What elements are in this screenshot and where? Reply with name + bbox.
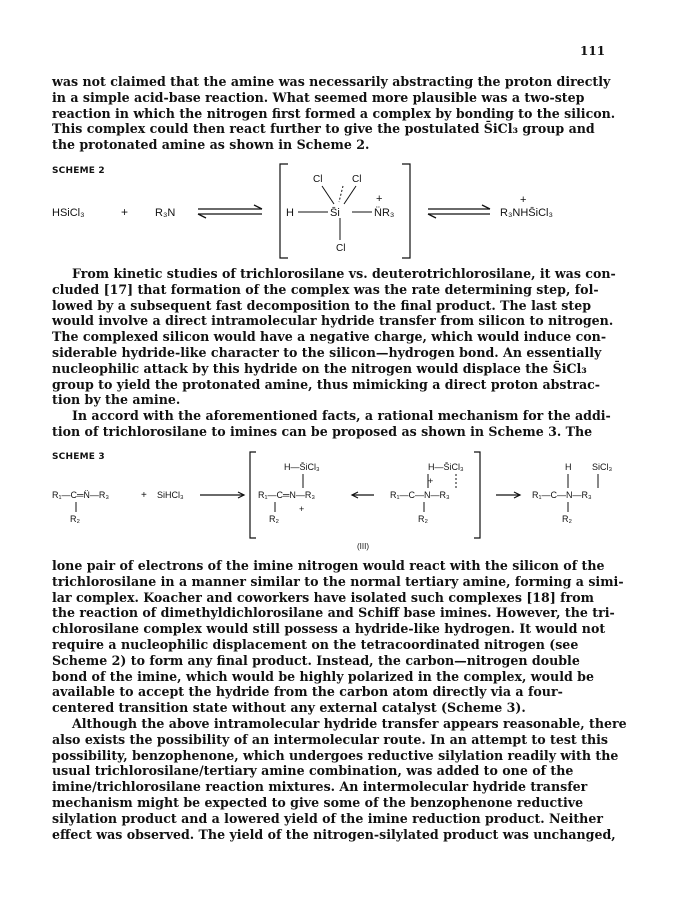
- text-line: silylation product and a lowered yield of the imine reduction product. Neither: [52, 810, 603, 826]
- text-line: usual trichlorosilane/tertiary amine combination, was added to one of the: [52, 763, 574, 779]
- text-line: trichlorosilane in a manner similar to the normal tertiary amine, forming a simi-: [52, 573, 624, 589]
- c2-r2: R₂: [418, 514, 428, 524]
- text-line: effect was observed. The yield of the nitrogen-silylated product was unchanged,: [52, 826, 616, 842]
- scheme3-plus: +: [141, 490, 147, 501]
- c1-top: H—S̄iCl₃: [284, 462, 320, 472]
- scheme2-reactant1: HSiCl₃: [52, 207, 85, 219]
- arrow-1: [200, 492, 244, 498]
- prod-r2: R₂: [562, 514, 572, 524]
- text-line: lowed by a subsequent fast decomposition to the final product. The last step: [52, 297, 592, 313]
- c1-r2: R₂: [269, 514, 279, 524]
- paragraph-2: [52, 266, 630, 440]
- text-line: possibility, benzophenone, which undergoes reductive silylation readily with the: [52, 747, 619, 763]
- paragraph-1: [52, 74, 630, 153]
- text-line: also exists the possibility of an intermolecular route. In an attempt to test this: [52, 731, 608, 747]
- text-line: From kinetic studies of trichlorosilane vs. deuterotrichlorosilane, it was con-: [72, 266, 616, 281]
- cl-top-left: Cl: [313, 174, 323, 185]
- complex-plus: +: [376, 193, 383, 205]
- text-line: imine/trichlorosilane reaction mixtures. An intermolecular hydride transfer: [52, 779, 588, 795]
- scheme-3-label: SCHEME 3: [52, 452, 105, 462]
- complex-n: N̈R₃: [374, 207, 395, 219]
- text-line: would involve a direct intramolecular hydride transfer from silicon to nitrogen.: [52, 313, 614, 329]
- text-line: require a nucleophilic displacement on the tetracoordinated nitrogen (see: [52, 636, 579, 652]
- complex-si: S̄i: [330, 207, 340, 219]
- text-line: bond of the imine, which would be highly polarized in the complex, would be: [52, 668, 594, 684]
- scheme2-plus: +: [121, 205, 129, 219]
- paragraph-3: [52, 558, 630, 842]
- page-number: 111: [580, 44, 606, 58]
- scheme3-r2: R₂: [70, 514, 80, 524]
- text-line: Although the above intramolecular hydride transfer appears reasonable, there: [72, 715, 627, 731]
- text-line: cluded [17] that formation of the complex was the rate determining step, fol-: [52, 281, 599, 297]
- text-line: This complex could then react further to give the postulated S̄iCl₃ group and: [52, 121, 595, 137]
- text-line: siderable hydride-like character to the silicon—hydrogen bond. An essentially: [52, 344, 602, 360]
- text-line: was not claimed that the amine was necessarily abstracting the proton directly: [52, 74, 611, 89]
- cl-bottom: Cl: [336, 243, 346, 254]
- complex-h: H: [286, 207, 294, 219]
- text-line: the protonated amine as shown in Scheme 2.: [52, 137, 370, 153]
- prod-main: R₁—C—N—R₃: [532, 490, 592, 500]
- text-line: lar complex. Koacher and coworkers have isolated such complexes [18] from: [52, 589, 594, 605]
- text-line: The complexed silicon would have a negative charge, which would induce con-: [52, 329, 607, 345]
- scheme-3-diagram: [0, 446, 680, 556]
- text-line: chlorosilane complex would still possess a hydride-like hydrogen. It would not: [52, 621, 606, 637]
- text-line: mechanism might be expected to give some of the benzophenone reductive: [52, 794, 584, 810]
- arrow-2: [352, 492, 374, 498]
- text-line: Scheme 2) to form any final product. Instead, the carbon—nitrogen double: [52, 652, 580, 668]
- text-line: reaction in which the nitrogen first formed a complex by bonding to the silicon.: [52, 105, 616, 121]
- equilibrium-arrow-1: [198, 205, 262, 218]
- text-line: the reaction of dimethyldichlorosilane and Schiff base imines. However, the tri-: [52, 605, 615, 621]
- text-line: in a simple acid-base reaction. What seemed more plausible was a two-step: [52, 89, 585, 105]
- scheme2-product: R₃NHS̄iCl₃: [500, 207, 553, 219]
- text-line: available to accept the hydride from the carbon atom directly via a four-: [52, 684, 563, 700]
- text-line: group to yield the protonated amine, thus mimicking a direct proton abstrac-: [52, 376, 601, 392]
- text-line: tion of trichlorosilane to imines can be proposed as shown in Scheme 3. The: [52, 423, 593, 439]
- scheme3-silane: SiHCl₃: [157, 490, 184, 500]
- text-line: tion by the amine.: [52, 392, 181, 408]
- text-line: nucleophilic attack by this hydride on the nitrogen would displace the S̄iCl₃: [52, 360, 587, 376]
- c1-main: R₁—C═N—R₃: [258, 490, 316, 500]
- c1-plus: +: [299, 504, 305, 514]
- label-iii: (III): [357, 542, 369, 551]
- text-line: lone pair of electrons of the imine nitrogen would react with the silicon of the: [52, 558, 605, 573]
- text-line: In accord with the aforementioned facts, a rational mechanism for the addi-: [72, 408, 611, 424]
- text-line: centered transition state without any external catalyst (Scheme 3).: [52, 700, 526, 716]
- prod-si: SiCl₃: [592, 462, 613, 472]
- c2-main: R₁—C—N—R₃: [390, 490, 450, 500]
- c2-plus: +: [428, 476, 434, 486]
- c2-top: H—S̄iCl₃: [428, 462, 464, 472]
- arrow-3: [496, 492, 520, 498]
- prod-h: H: [565, 462, 572, 472]
- equilibrium-arrow-2: [428, 205, 490, 218]
- cl-top-right: Cl: [352, 174, 362, 185]
- scheme3-imine: R₁—C═N̈—R₃: [52, 490, 110, 500]
- scheme-2-diagram: [0, 160, 680, 272]
- product-plus: +: [520, 194, 527, 206]
- scheme-2-label: SCHEME 2: [52, 166, 105, 176]
- scheme2-reactant2: R₃N: [155, 207, 176, 219]
